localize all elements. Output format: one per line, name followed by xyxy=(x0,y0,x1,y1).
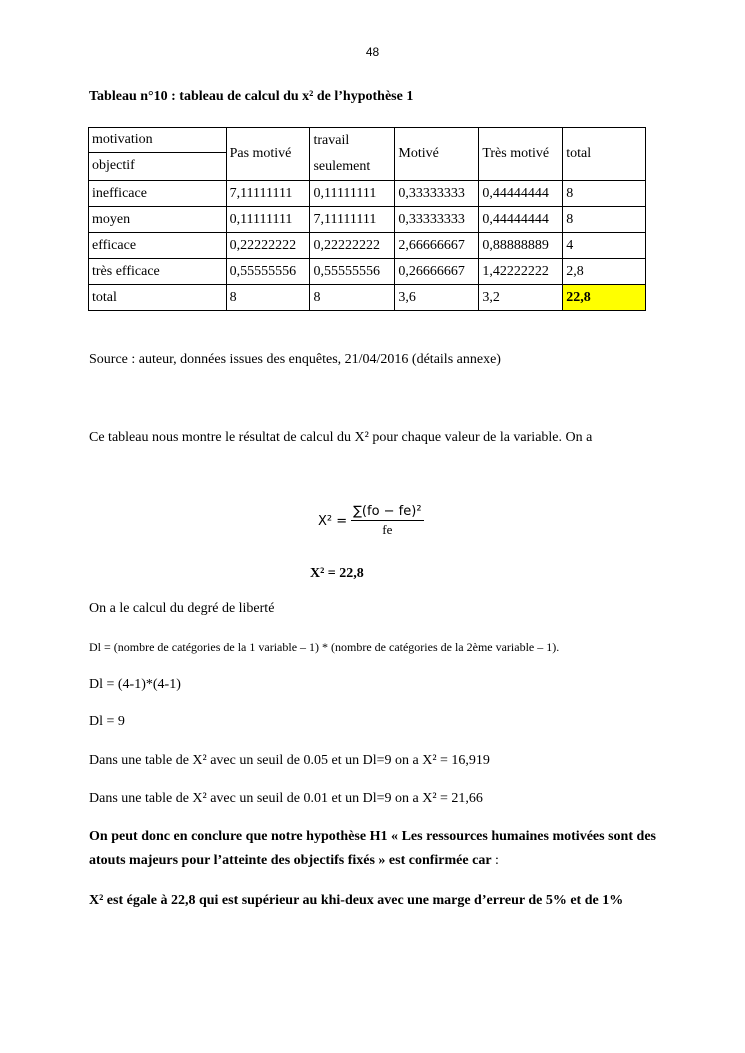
threshold-005: Dans une table de X² avec un seuil de 0.05 et un Dl=9 on a X² = 16,919 xyxy=(89,753,490,768)
table-caption: Tableau n°10 : tableau de calcul du x² de l’hypothèse 1 xyxy=(89,89,414,104)
final-statement: X² est égale à 22,8 qui est supérieur au khi-deux avec une marge d’erreur de 5% et de 1% xyxy=(89,893,624,908)
table-cell: 7,11111111 xyxy=(226,181,310,207)
formula-denominator: fe xyxy=(382,522,393,537)
conclusion-bold: On peut donc en conclure que notre hypothèse H1 « Les ressources humaines motivées sont des atouts majeurs pour l’atteinte des objectifs fixés » est confirmée car xyxy=(89,829,656,868)
table-cell: 0,22222222 xyxy=(226,233,310,259)
ddl-calculation: Dl = (4-1)*(4-1) xyxy=(89,677,181,692)
chi-square-table xyxy=(88,127,646,311)
ddl-formula: Dl = (nombre de catégories de la 1 variable – 1) * (nombre de catégories de la 2ème variable – 1). xyxy=(89,640,560,654)
formula-numerator: ∑(fo − fe)² xyxy=(353,504,422,519)
formula-lhs: X² = xyxy=(318,513,348,529)
threshold-001: Dans une table de X² avec un seuil de 0.01 et un Dl=9 on a X² = 21,66 xyxy=(89,791,483,806)
formula-fraction xyxy=(351,504,423,538)
table-cell: 0,44444444 xyxy=(479,181,563,207)
table-cell: 2,66666667 xyxy=(395,233,479,259)
table-row xyxy=(89,207,646,233)
header-motivation: motivation xyxy=(92,132,153,147)
header-travail-line1: travail xyxy=(313,133,350,148)
table-cell: 0,55555556 xyxy=(226,259,310,285)
chi-square-formula xyxy=(318,504,424,538)
header-motive: Motivé xyxy=(395,128,479,181)
header-total: total xyxy=(563,128,646,181)
ddl-value: Dl = 9 xyxy=(89,714,125,729)
table-cell: 1,42222222 xyxy=(479,259,563,285)
ddl-intro: On a le calcul du degré de liberté xyxy=(89,601,275,616)
table-total-row xyxy=(89,285,646,311)
header-travail-seulement xyxy=(310,128,395,181)
table-cell: 4 xyxy=(563,233,646,259)
table-cell: 3,6 xyxy=(395,285,479,311)
conclusion-tail: : xyxy=(491,853,499,868)
header-pas-motive: Pas motivé xyxy=(226,128,310,181)
row-label: efficace xyxy=(89,233,227,259)
table-cell: 0,22222222 xyxy=(310,233,395,259)
header-travail-line2: seulement xyxy=(313,159,371,174)
grand-total-cell: 22,8 xyxy=(563,285,646,311)
table-cell: 7,11111111 xyxy=(310,207,395,233)
table-cell: 0,88888889 xyxy=(479,233,563,259)
row-label: total xyxy=(89,285,227,311)
header-tres-motive: Très motivé xyxy=(479,128,563,181)
table-row xyxy=(89,233,646,259)
table-cell: 8 xyxy=(563,181,646,207)
table-cell: 8 xyxy=(226,285,310,311)
table-header-row xyxy=(89,128,646,181)
conclusion-paragraph xyxy=(89,825,656,873)
table-row xyxy=(89,259,646,285)
table-cell: 0,26666667 xyxy=(395,259,479,285)
source-note: Source : auteur, données issues des enquêtes, 21/04/2016 (détails annexe) xyxy=(89,352,501,367)
table-cell: 8 xyxy=(310,285,395,311)
chi-square-result: X² = 22,8 xyxy=(310,566,364,581)
header-corner-cell xyxy=(89,128,227,181)
table-cell: 2,8 xyxy=(563,259,646,285)
table-cell: 0,11111111 xyxy=(226,207,310,233)
table-cell: 0,33333333 xyxy=(395,207,479,233)
page-number: 48 xyxy=(365,45,380,59)
row-label: inefficace xyxy=(89,181,227,207)
intro-paragraph: Ce tableau nous montre le résultat de calcul du X² pour chaque valeur de la variable. On a xyxy=(89,430,593,445)
header-objectif: objectif xyxy=(89,152,226,179)
table-cell: 0,11111111 xyxy=(310,181,395,207)
table-cell: 0,44444444 xyxy=(479,207,563,233)
table-cell: 8 xyxy=(563,207,646,233)
table-cell: 3,2 xyxy=(479,285,563,311)
table-row xyxy=(89,181,646,207)
table-cell: 0,55555556 xyxy=(310,259,395,285)
table-cell: 0,33333333 xyxy=(395,181,479,207)
row-label: moyen xyxy=(89,207,227,233)
row-label: très efficace xyxy=(89,259,227,285)
